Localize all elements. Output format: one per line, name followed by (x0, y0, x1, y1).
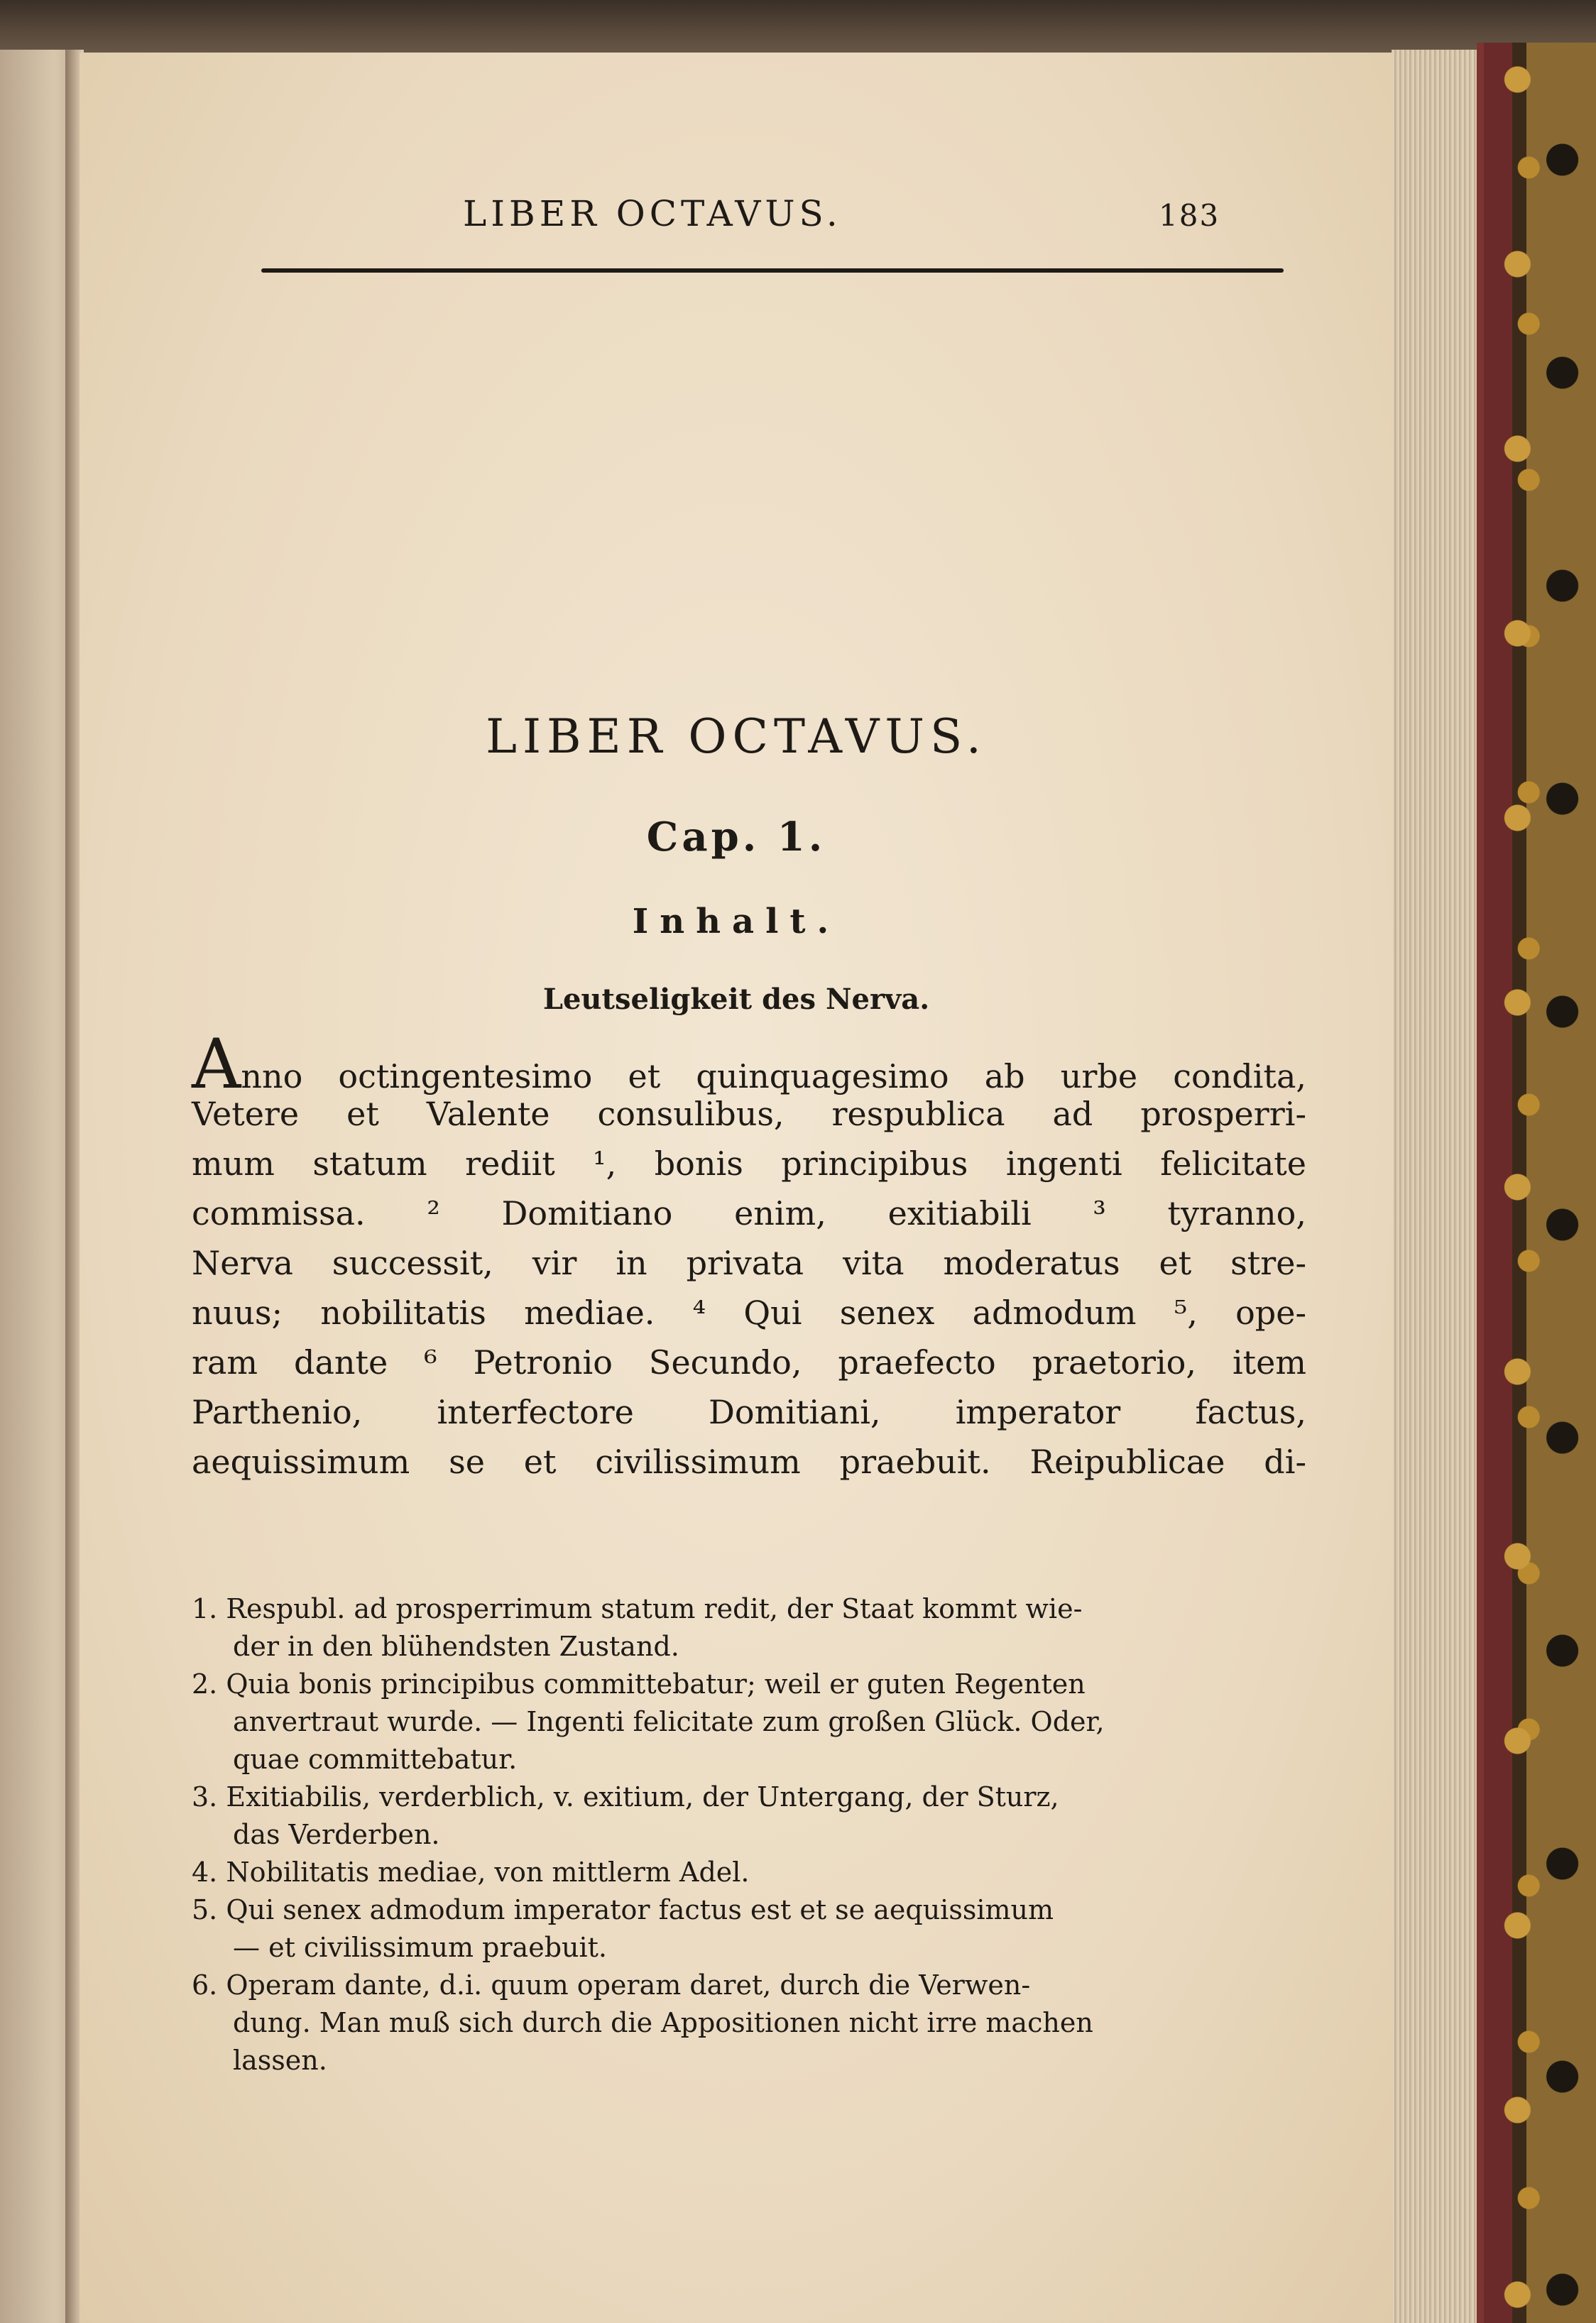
text-line-content: nno octingentesimo et quinquagesimo ab urbe condita, (241, 1057, 1306, 1095)
main-text (192, 1024, 1306, 1487)
header-rule (261, 268, 1284, 273)
chapter-heading: Cap. 1. (646, 814, 826, 860)
text-line: Nerva successit, vir in privata vita moderatus et stre- (192, 1244, 1306, 1282)
footnotes (192, 1590, 1313, 2079)
show-through-text (257, 337, 1308, 501)
footnote-line: 5. Qui senex admodum imperator factus est et se aequissimum (192, 1894, 1054, 1925)
text-line (192, 1024, 1306, 1104)
footnote-line: dung. Man muß sich durch die Appositionen nicht irre machen (233, 2007, 1093, 2038)
footnote-line: der in den blühendsten Zustand. (233, 1631, 679, 1662)
marbled-cover (1484, 43, 1596, 2323)
book-top-edge (0, 0, 1596, 57)
text-line: aequissimum se et civilissimum praebuit. Reipublicae di- (192, 1443, 1306, 1481)
footnote-line: das Verderben. (233, 1819, 440, 1850)
footnote-line: anvertraut wurde. — Ingenti felicitate zum großen Glück. Oder, (233, 1706, 1105, 1737)
contents-heading: Inhalt. (632, 902, 841, 941)
drop-cap: A (192, 1024, 241, 1104)
page-stack-edge (1392, 50, 1484, 2323)
text-line: nuus; nobilitatis mediae. ⁴ Qui senex admodum ⁵, ope- (192, 1294, 1306, 1332)
footnote-line: 1. Respubl. ad prosperrimum statum redit, der Staat kommt wie- (192, 1593, 1083, 1624)
text-line: Parthenio, interfectore Domitiani, imperator factus, (192, 1393, 1306, 1431)
footnote-line: 3. Exitiabilis, verderblich, v. exitium, der Untergang, der Sturz, (192, 1781, 1059, 1813)
book-title: LIBER OCTAVUS. (486, 709, 987, 764)
page-number: 183 (1159, 198, 1220, 233)
text-line: Vetere et Valente consulibus, respublica ad prosperri- (192, 1095, 1306, 1133)
footnote-line: 2. Quia bonis principibus committebatur; weil er guten Regenten (192, 1668, 1086, 1700)
footnote-line: 6. Operam dante, d.i. quum operam daret, durch die Verwen- (192, 1969, 1031, 2001)
book-page (80, 53, 1393, 2323)
contents-subject: Leutseligkeit des Nerva. (542, 983, 930, 1016)
text-line: ram dante ⁶ Petronio Secundo, praefecto praetorio, item (192, 1343, 1306, 1382)
footnote-line: lassen. (233, 2045, 327, 2076)
footnote-line: quae committebatur. (233, 1744, 518, 1775)
text-line: mum statum rediit ¹, bonis principibus ingenti felicitate (192, 1144, 1306, 1183)
running-head: LIBER OCTAVUS. (463, 193, 842, 234)
footnote-line: 4. Nobilitatis mediae, von mittlerm Adel. (192, 1857, 750, 1888)
text-line: commissa. ² Domitiano enim, exitiabili ³ tyranno, (192, 1194, 1306, 1232)
footnote-line: — et civilissimum praebuit. (233, 1932, 607, 1963)
